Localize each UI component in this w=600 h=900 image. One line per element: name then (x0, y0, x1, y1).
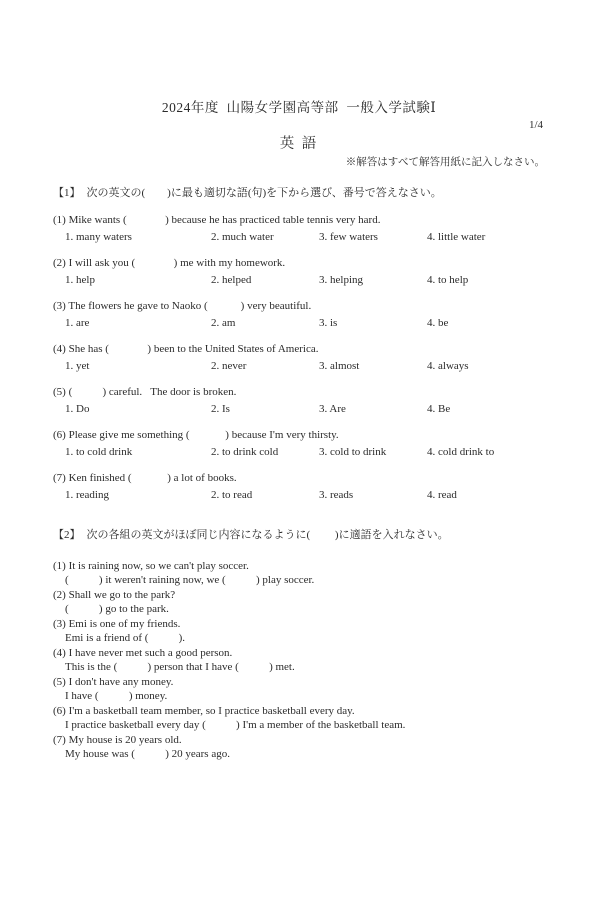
question-1 (53, 212, 545, 246)
question-2 (53, 255, 545, 289)
option-2: 2. never (211, 360, 247, 372)
pair-6-sentence-a: (6) I'm a basketball team member, so I practice basketball every day. (53, 704, 355, 717)
section1-instruction: 次の英文の( )に最も適切な語(句)を下から選び、番号で答えなさい。 (86, 187, 442, 199)
question-1-options (65, 229, 545, 246)
pair-5-sentence-a: (5) I don't have any money. (53, 675, 174, 688)
question-4-stem: (4) She has ( ) been to the United States of America. (53, 343, 319, 355)
question-7-options (65, 487, 545, 504)
pair-4-sentence-a: (4) I have never met such a good person. (53, 646, 233, 659)
option-1: 1. many waters (65, 231, 132, 243)
section2-label: 【2】 (53, 528, 81, 541)
question-5-options (65, 401, 545, 418)
option-1: 1. are (65, 317, 90, 329)
option-3: 3. helping (319, 274, 363, 286)
pair-5-sentence-b: I have ( ) money. (65, 690, 168, 702)
question-6-stem: (6) Please give me something ( ) because I'm very thirsty. (53, 429, 339, 441)
pair-question-7 (53, 733, 545, 762)
option-1: 1. to cold drink (65, 446, 133, 458)
option-2: 2. much water (211, 231, 274, 243)
question-6-options (65, 444, 545, 461)
pair-2-sentence-a: (2) Shall we go to the park? (53, 588, 176, 601)
option-2: 2. to drink cold (211, 446, 279, 458)
answer-instruction-note: ※解答はすべて解答用紙に記入しなさい。 (345, 157, 545, 168)
option-4: 4. read (427, 489, 457, 501)
section1-label: 【1】 (53, 187, 81, 199)
section2-header (53, 528, 545, 543)
option-3: 3. few waters (319, 231, 378, 243)
pair-4-sentence-b: This is the ( ) person that I have ( ) met. (65, 661, 295, 673)
question-3-stem: (3) The flowers he gave to Naoko ( ) very beautiful. (53, 300, 312, 312)
question-7-stem: (7) Ken finished ( ) a lot of books. (53, 472, 237, 484)
pair-1-sentence-b: ( ) it weren't raining now, we ( ) play soccer. (65, 574, 315, 586)
pair-question-5 (53, 675, 545, 704)
pair-3-sentence-b: Emi is a friend of ( ). (65, 632, 186, 644)
pair-7-sentence-b: My house was ( ) 20 years ago. (65, 748, 230, 760)
pair-question-4 (53, 646, 545, 675)
pair-question-3 (53, 617, 545, 646)
question-5-stem: (5) ( ) careful. The door is broken. (53, 386, 237, 398)
section1-question-list (53, 212, 545, 504)
pair-6-sentence-b: I practice basketball every day ( ) I'm a member of the basketball team. (65, 719, 406, 731)
option-4: 4. to help (427, 274, 469, 286)
pair-7-sentence-a: (7) My house is 20 years old. (53, 733, 182, 746)
pair-question-1 (53, 559, 545, 588)
option-1: 1. help (65, 274, 95, 286)
pair-question-2 (53, 588, 545, 617)
pair-3-sentence-a: (3) Emi is one of my friends. (53, 617, 181, 630)
question-3-options (65, 315, 545, 332)
question-4 (53, 341, 545, 375)
question-2-stem: (2) I will ask you ( ) me with my homework. (53, 257, 286, 269)
pair-question-6 (53, 704, 545, 733)
exam-title: 2024年度 山陽女学園高等部 一般入学試験Ⅰ (161, 100, 437, 115)
option-4: 4. Be (427, 403, 451, 415)
page-number: 1/4 (528, 119, 543, 131)
section2-instruction: 次の各組の英文がほぼ同じ内容になるように( )に適語を入れなさい。 (86, 528, 449, 541)
option-3: 3. reads (319, 489, 354, 501)
pair-2-sentence-b: ( ) go to the park. (65, 603, 169, 615)
subject-heading: 英 語 (279, 136, 319, 152)
option-2: 2. to read (211, 489, 253, 501)
option-3: 3. Are (319, 403, 346, 415)
option-4: 4. cold drink to (427, 446, 495, 458)
section2-question-list (53, 559, 545, 762)
question-6 (53, 427, 545, 461)
option-2: 2. am (211, 317, 236, 329)
option-2: 2. helped (211, 274, 252, 286)
question-5 (53, 384, 545, 418)
option-4: 4. always (427, 360, 469, 372)
question-1-stem: (1) Mike wants ( ) because he has practiced table tennis very hard. (53, 214, 381, 226)
pair-1-sentence-a: (1) It is raining now, so we can't play soccer. (53, 559, 249, 572)
question-7 (53, 470, 545, 504)
option-1: 1. reading (65, 489, 109, 501)
option-3: 3. cold to drink (319, 446, 387, 458)
section1-header (53, 186, 545, 201)
option-1: 1. Do (65, 403, 90, 415)
option-4: 4. little water (427, 231, 486, 243)
question-4-options (65, 358, 545, 375)
question-3 (53, 298, 545, 332)
question-2-options (65, 272, 545, 289)
option-3: 3. is (319, 317, 338, 329)
option-3: 3. almost (319, 360, 360, 372)
option-1: 1. yet (65, 360, 90, 372)
option-4: 4. be (427, 317, 449, 329)
option-2: 2. Is (211, 403, 230, 415)
